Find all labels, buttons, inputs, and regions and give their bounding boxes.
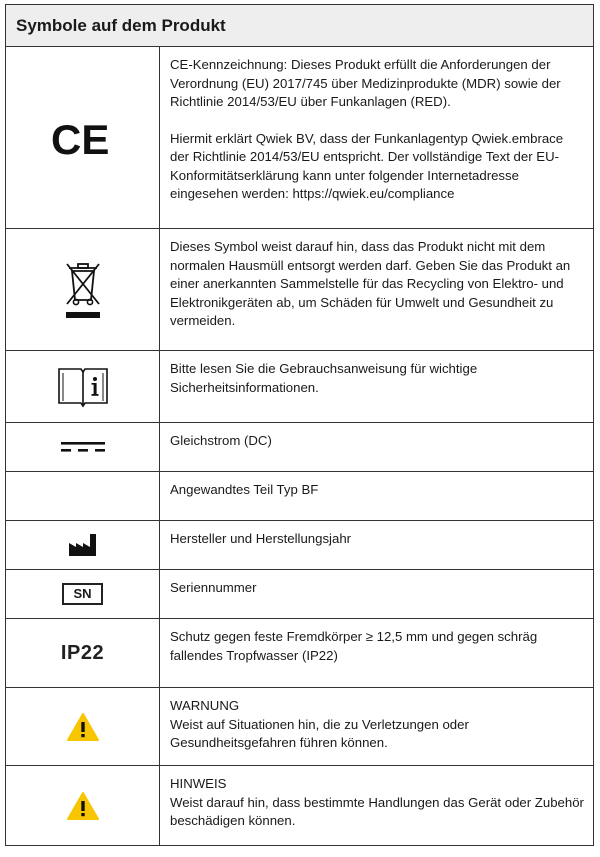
table-row-notice <box>6 766 593 845</box>
dc-description <box>160 423 593 471</box>
instructions-text: Bitte lesen Sie die Gebrauchsanweisung für wichtige Sicherheitsinformationen. <box>170 361 478 395</box>
warning-description <box>160 688 593 765</box>
table-row-warning <box>6 688 593 766</box>
table-row-dc <box>6 423 593 472</box>
ce-text-2: Hiermit erklärt Qwiek BV, dass der Funkanlagentyp Qwiek.embrace der Richtlinie 2014/53/EU entspricht. Der vollständige Text der EU-Konformitätserklärung kann unter folgender Internetadresse eingesehen werden: https://qwiek.eu/compliance <box>170 130 564 201</box>
notice-heading: HINWEIS <box>170 776 227 791</box>
table-row-ce <box>6 47 593 229</box>
bf-description <box>160 472 593 520</box>
ce-mark-icon <box>6 47 160 228</box>
instructions-description <box>160 351 593 422</box>
warning-text: Weist auf Situationen hin, die zu Verletzungen oder Gesundheitsgefahren führen können. <box>170 716 469 750</box>
sn-symbol: SN <box>62 583 102 605</box>
ip22-symbol: IP22 <box>60 641 105 664</box>
ip22-rating-icon <box>6 619 160 687</box>
serial-number-icon <box>6 570 160 618</box>
ce-description <box>160 47 593 228</box>
weee-text: Dieses Symbol weist darauf hin, dass das Produkt nicht mit dem normalen Hausmüll entsorgt werden darf. Geben Sie das Produkt an einer anerkannten Sammelstelle für das Recycling von Elektro- und Elektronikgeräten ab, um Schäden für Umwelt und Gesundheit zu vermeiden. <box>170 239 571 328</box>
table-row-ip22 <box>6 619 593 688</box>
ip22-text: Schutz gegen feste Fremdkörper ≥ 12,5 mm und gegen schräg fallendes Tropfwasser (IP22) <box>170 629 538 663</box>
direct-current-icon <box>6 423 160 471</box>
table-row-serial <box>6 570 593 619</box>
dc-text: Gleichstrom (DC) <box>170 433 272 448</box>
warning-heading: WARNUNG <box>170 698 240 713</box>
bf-text: Angewandtes Teil Typ BF <box>170 482 319 497</box>
manufacturer-factory-icon <box>6 521 160 569</box>
table-row-manufacturer <box>6 521 593 570</box>
table-title: Symbole auf dem Produkt <box>6 5 593 47</box>
serial-description <box>160 570 593 618</box>
ce-text-1: CE-Kennzeichnung: Dieses Produkt erfüllt die Anforderungen der Verordnung (EU) 2017/745 über Medizinprodukte (MDR) sowie der Richtlinie 2014/53/EU über Funkanlagen (RED). <box>170 57 561 109</box>
manufacturer-description <box>160 521 593 569</box>
notice-description <box>160 766 593 845</box>
instructions-book-icon <box>6 351 160 422</box>
svg-text:CE: CE <box>50 115 109 160</box>
type-bf-applied-part-icon <box>6 472 160 520</box>
table-row-bf <box>6 472 593 521</box>
warning-triangle-icon <box>6 688 160 765</box>
caution-triangle-icon <box>6 766 160 845</box>
serial-text: Seriennummer <box>170 580 257 595</box>
table-row-weee <box>6 229 593 351</box>
symbols-table <box>5 4 594 846</box>
manufacturer-text: Hersteller und Herstellungsjahr <box>170 531 352 546</box>
notice-text: Weist darauf hin, dass bestimmte Handlungen das Gerät oder Zubehör beschädigen können. <box>170 794 584 828</box>
ip22-description <box>160 619 593 687</box>
weee-description <box>160 229 593 350</box>
table-row-instructions <box>6 351 593 423</box>
weee-crossed-bin-icon <box>6 229 160 350</box>
